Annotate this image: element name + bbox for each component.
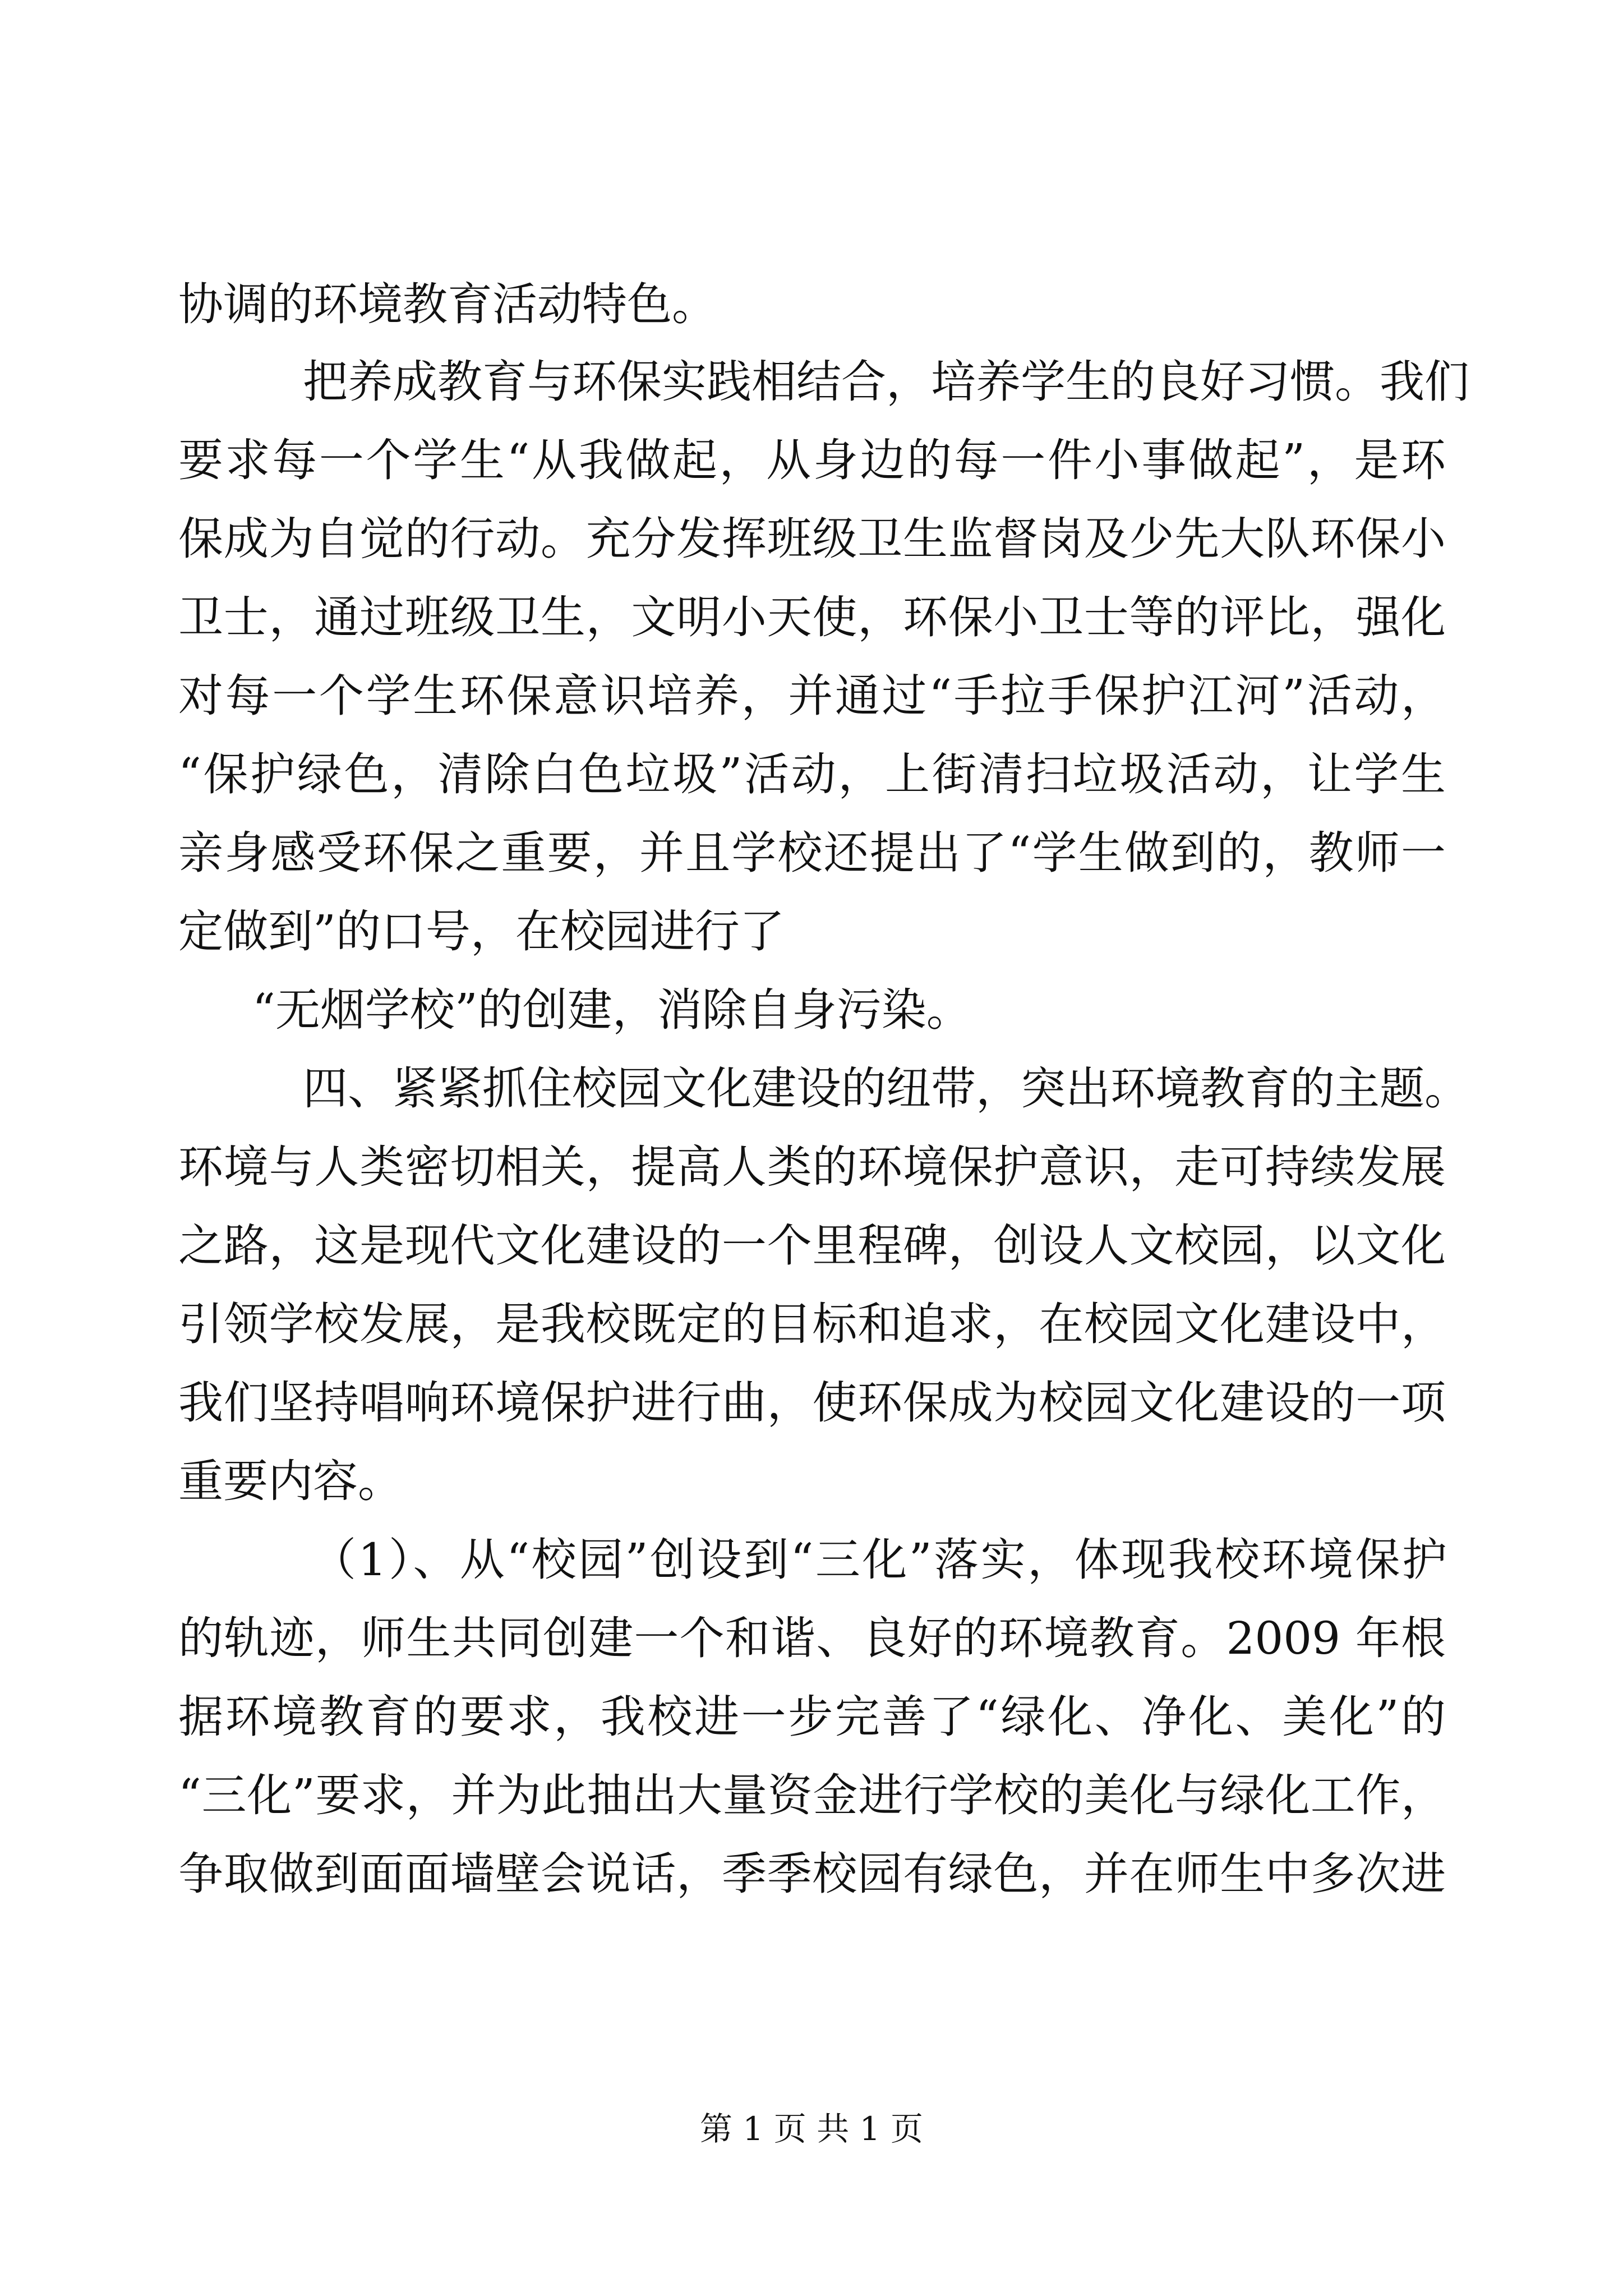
text-line: 定做到”的口号，在校园进行了 — [178, 905, 785, 958]
text-line: 把养成教育与环保实践相结合，培养学生的良好习惯。我们 — [303, 356, 1469, 408]
text-line: 引领学校发展，是我校既定的目标和追求，在校园文化建设中， — [178, 1298, 1446, 1350]
text-line: 对每一个学生环保意识培养，并通过“手拉手保护江河”活动， — [178, 670, 1446, 722]
text-line: “保护绿色，清除白色垃圾”活动，上街清扫垃圾活动，让学生 — [178, 748, 1446, 800]
text-line: 四、紧紧抓住校园文化建设的纽带，突出环境教育的主题。 — [303, 1062, 1469, 1115]
text-line: 重要内容。 — [178, 1455, 403, 1507]
text-line: 之路，这是现代文化建设的一个里程碑，创设人文校园，以文化 — [178, 1220, 1446, 1272]
text-line: 协调的环境教育活动特色。 — [178, 278, 717, 330]
text-line: 我们坚持唱响环境保护进行曲，使环保成为校园文化建设的一项 — [178, 1377, 1446, 1429]
text-line: 亲身感受环保之重要，并且学校还提出了“学生做到的，教师一 — [178, 827, 1446, 879]
text-line: 要求每一个学生“从我做起，从身边的每一件小事做起”，是环 — [178, 434, 1446, 486]
text-line: 争取做到面面墙壁会说话，季季校园有绿色，并在师生中多次进 — [178, 1848, 1446, 1900]
text-line: （1）、从“校园”创设到“三化”落实，体现我校环境保护 — [311, 1534, 1447, 1586]
text-line: “三化”要求，并为此抽出大量资金进行学校的美化与绿化工作， — [178, 1769, 1446, 1821]
page-footer: 第 1 页 共 1 页 — [700, 2110, 923, 2148]
text-line: “无烟学校”的创建，消除自身污染。 — [252, 984, 971, 1036]
text-line: 的轨迹，师生共同创建一个和谐、良好的环境教育。2009 年根 — [178, 1612, 1446, 1664]
text-line: 卫士，通过班级卫生，文明小天使，环保小卫士等的评比，强化 — [178, 591, 1446, 643]
text-line: 据环境教育的要求，我校进一步完善了“绿化、净化、美化”的 — [178, 1691, 1446, 1743]
text-line: 保成为自觉的行动。充分发挥班级卫生监督岗及少先大队环保小 — [178, 513, 1446, 565]
text-line: 环境与人类密切相关，提高人类的环境保护意识，走可持续发展 — [178, 1141, 1446, 1193]
